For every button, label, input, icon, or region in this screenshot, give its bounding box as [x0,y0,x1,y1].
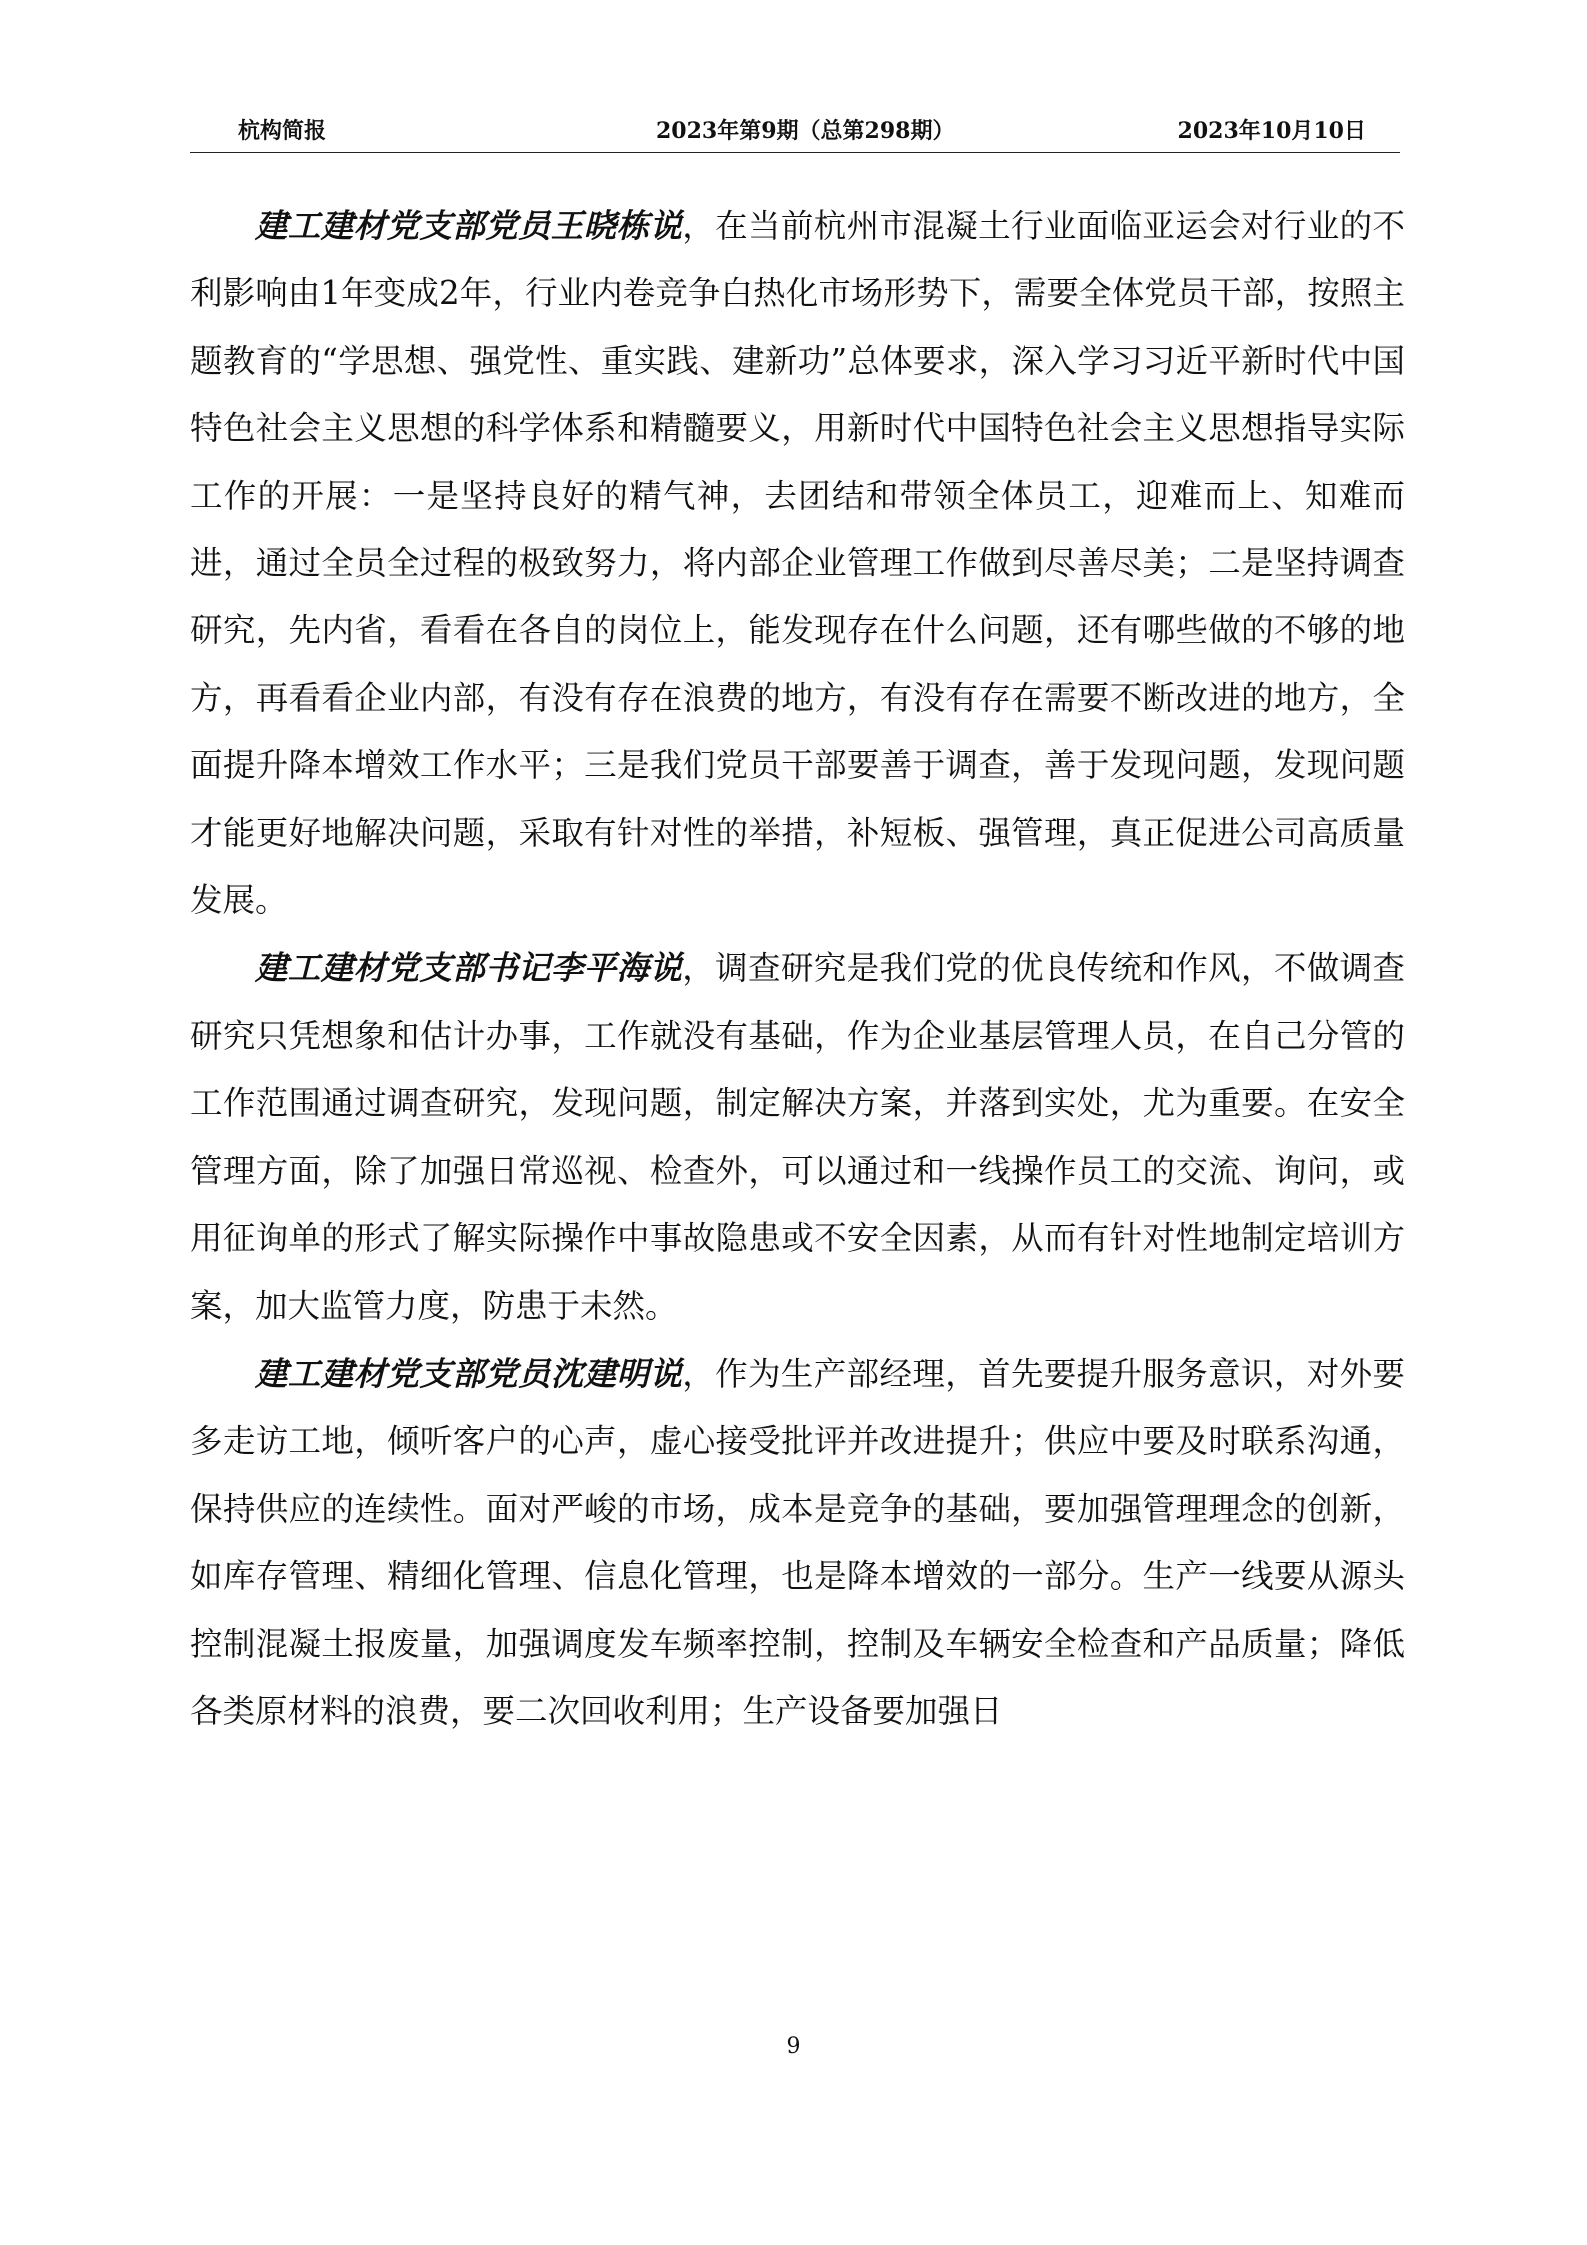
issue-number: 2023年第9期（总第298期） [656,118,955,144]
issue-date: 2023年10月10日 [1177,118,1366,144]
speaker-label: 建工建材党支部党员沈建明说 [255,1353,683,1393]
speaker-label: 建工建材党支部书记李平海说 [255,948,683,988]
paragraph-li-pinghai [190,934,1405,1339]
speaker-label: 建工建材党支部党员王晓栋说 [255,206,683,245]
paragraph-text: ，在当前杭州市混凝土行业面临亚运会对行业的不利影响由1年变成2年，行业内卷竞争白热化市场形势下，需要全体党员干部，按照主题教育的“学思想、强党性、重实践、建新功”总体要求，深入学习习近平新时代中国特色社会主义思想的科学体系和精髓要义，用新时代中国特色社会主义思想指导实际工作的开展：一是坚持良好的精气神，去团结和带领全体员工，迎难而上、知难而进，通过全员全过程的极致努力，将内部企业管理工作做到尽善尽美；二是坚持调查研究，先内省，看看在各自的岗位上，能发现存在什么问题，还有哪些做的不够的地方，再看看企业内部，有没有存在浪费的地方，有没有存在需要不断改进的地方，全面提升降本增效工作水平；三是我们党员干部要善于调查，善于发现问题，发现问题才能更好地解决问题，采取有针对性的举措，补短板、强管理，真正促进公司高质量发展。 [190,207,1405,920]
article-body [190,192,1405,1745]
paragraph-shen-jianming [190,1340,1405,1745]
paragraph-wang-xiaodong [190,192,1405,934]
page-number: 9 [786,2034,801,2059]
paragraph-text: ，作为生产部经理，首先要提升服务意识，对外要多走访工地，倾听客户的心声，虚心接受批评并改进提升；供应中要及时联系沟通，保持供应的连续性。面对严峻的市场，成本是竞争的基础，要加强管理理念的创新，如库存管理、精细化管理、信息化管理，也是降本增效的一部分。生产一线要从源头控制混凝土报废量，加强调度发车频率控制，控制及车辆安全检查和产品质量；降低各类原材料的浪费，要二次回收利用；生产设备要加强日 [190,1354,1405,1730]
paragraph-text: ，调查研究是我们党的优良传统和作风，不做调查研究只凭想象和估计办事，工作就没有基础，作为企业基层管理人员，在自己分管的工作范围通过调查研究，发现问题，制定解决方案，并落到实处，尤为重要。在安全管理方面，除了加强日常巡视、检查外，可以通过和一线操作员工的交流、询问，或用征询单的形式了解实际操作中事故隐患或不安全因素，从而有针对性地制定培训方案，加大监管力度，防患于未然。 [190,949,1405,1325]
publication-name: 杭构简报 [238,118,327,144]
page-header [190,108,1400,153]
